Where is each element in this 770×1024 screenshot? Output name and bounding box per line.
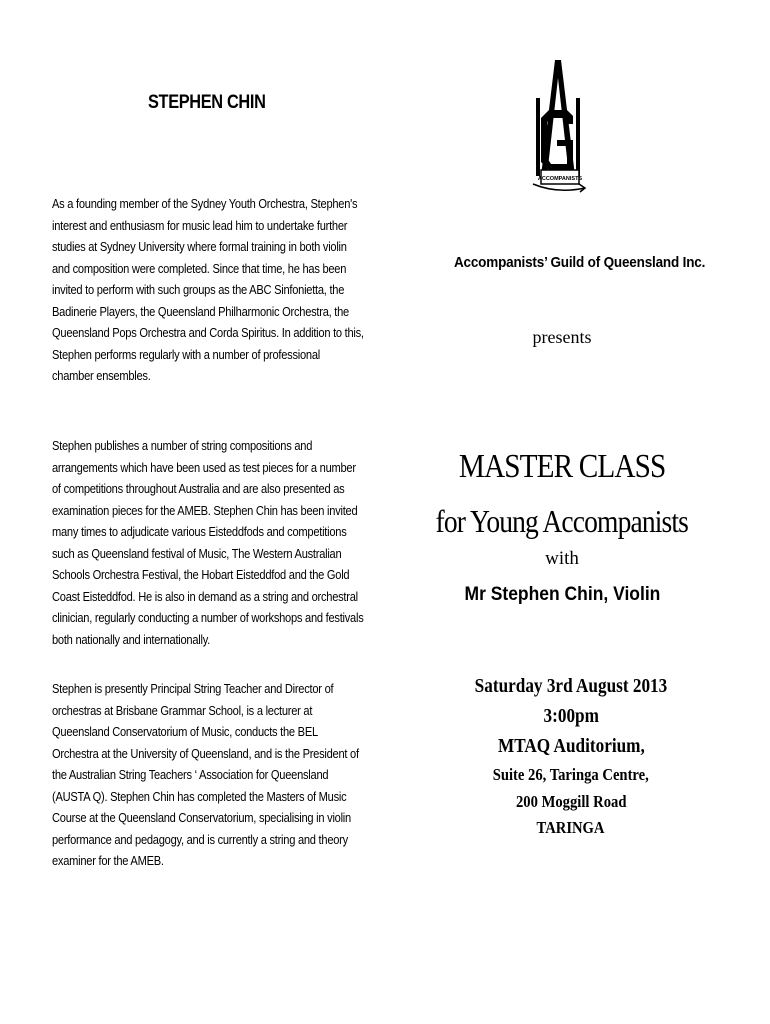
- event-subtitle: [372, 502, 752, 540]
- event-address-line2: [372, 789, 770, 815]
- event-suburb-text: TARINGA: [537, 818, 605, 837]
- event-address-line2-text: 200 Moggill Road: [515, 792, 627, 811]
- presenter-name: [372, 584, 752, 606]
- event-address-line1: [372, 761, 770, 789]
- event-date: [372, 672, 770, 701]
- logo-caption: ACCOMPANISTS: [537, 176, 583, 182]
- ag-monogram-logo: [527, 58, 589, 196]
- event-venue: [372, 731, 770, 761]
- event-title-text: MASTER CLASS: [458, 448, 666, 485]
- bio-paragraph-2: Stephen publishes a number of string compositions and arrangements which have been used as test pieces for a number of competitions throughout Australia and are also presented as examination pieces for the AMEB. Stephen Chin has been invited many times to adjudicate various Eisteddfods and competitions such as Queensland festival of Music, The Western Australian Schools Orchestra Festival, the Hobart Eisteddfod and the Gold Coast Eisteddfod. He is also in demand as a string and orchestral clinician, regularly conducting a number of workshops and festivals both nationally and internationally.: [52, 438, 364, 647]
- presenter-name-text: Mr Stephen Chin, Violin: [464, 584, 660, 605]
- event-time: [372, 701, 770, 731]
- bio-paragraph-3: Stephen is presently Principal String Teacher and Director of orchestras at Brisbane Grammar School, is a lecturer at Queensland Conservatorium of Music, conducts the BEL Orchestra at the University of Queensland, and is the President of the Australian String Teachers ‘ Association for Queensland (AUSTA Q). Stephen Chin has completed the Masters of Music Course at the Queensland Conservatorium, specialising in violin performance and pedagogy, and is currently a string and theory examiner for the AMEB.: [52, 681, 359, 868]
- presents-label: presents: [532, 327, 592, 347]
- event-date-text: Saturday 3rd August 2013: [474, 675, 668, 697]
- bio-title: STEPHEN CHIN: [148, 92, 266, 113]
- event-venue-text: MTAQ Auditorium,: [497, 735, 645, 757]
- event-subtitle-text: for Young Accompanists: [435, 503, 689, 539]
- organisation-name-text: Accompanists’ Guild of Queensland Inc.: [454, 254, 706, 271]
- event-time-text: 3:00pm: [543, 705, 599, 727]
- bio-paragraph-1: As a founding member of the Sydney Youth Orchestra, Stephen's interest and enthusiasm for music lead him to undertake further studies at Sydney University where formal training in both violin and composition were completed. Since that time, he has been invited to perform with such groups as the ABC Sinfonietta, the Badinerie Players, the Queensland Philharmonic Orchestra, the Queensland Pops Orchestra and Corda Spiritus. In addition to this, Stephen performs regularly with a number of professional chamber ensembles.: [52, 196, 364, 383]
- organisation-name: [390, 254, 770, 271]
- event-suburb: [372, 815, 770, 841]
- with-label: with: [545, 548, 579, 569]
- event-title: [372, 448, 752, 486]
- event-details: [372, 672, 770, 841]
- event-address-line1-text: Suite 26, Taringa Centre,: [492, 765, 650, 784]
